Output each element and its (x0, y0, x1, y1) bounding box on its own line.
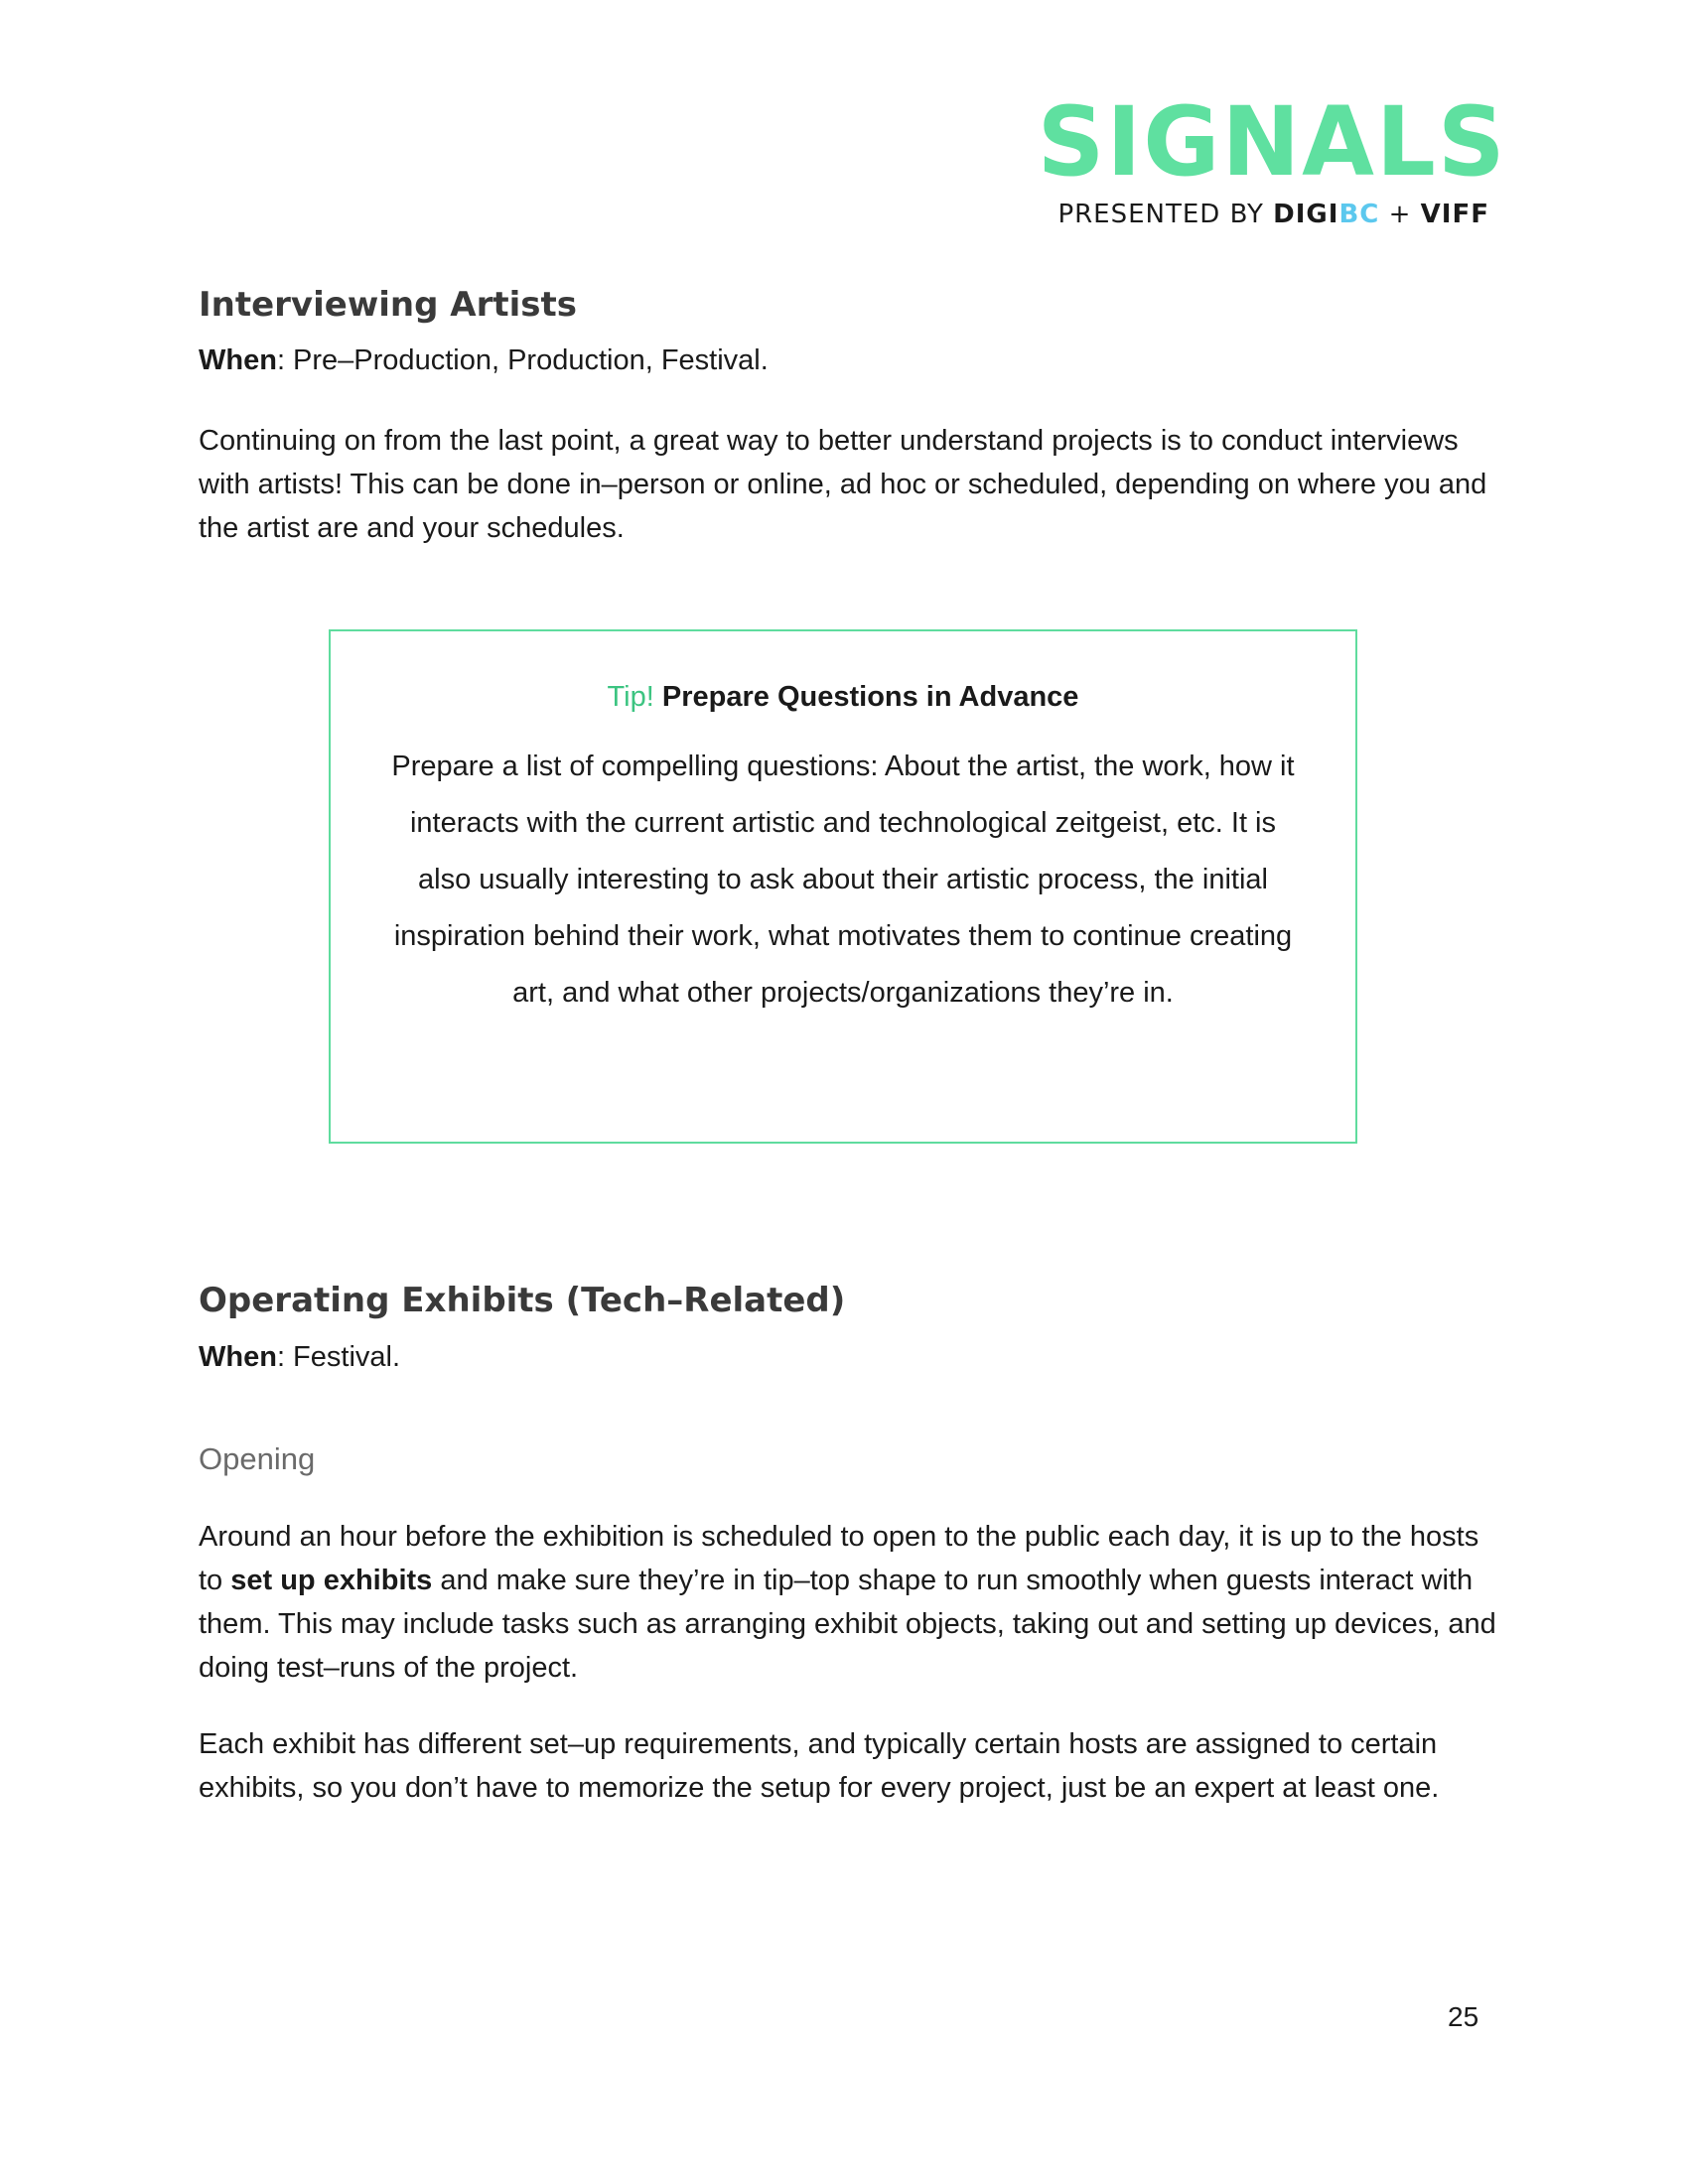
tip-body: Prepare a list of compelling questions: About the artist, the work, how it interacts with the current artistic and technological zeitgeist, etc. It is also usually interesting to ask about their artistic process, the initial inspiration behind their work, what motivates them to continue creating art, and what other projects/organizations they’re in. (391, 751, 1295, 1009)
p1-bold: set up exhibits (230, 1565, 433, 1596)
digibc-brand-a: DIGI (1273, 200, 1339, 229)
presented-by-text: PRESENTED BY (1057, 200, 1264, 229)
paragraph-interviewing: Continuing on from the last point, a great way to better understand projects is to conduct interviews with artists! This can be done in–person or online, ad hoc or scheduled, depending on where you and the artist are and your schedules. (199, 425, 1487, 544)
when-label: When (199, 1341, 277, 1373)
viff-brand: VIFF (1420, 200, 1489, 229)
signals-logo (1033, 86, 1507, 229)
p1-after: and make sure they’re in tip–top shape to run smoothly when guests interact with them. This may include tasks such as arranging exhibit objects, taking out and setting up devices, and doing test–runs of the project. (199, 1565, 1496, 1684)
when-value: : Pre–Production, Production, Festival. (276, 344, 769, 376)
digibc-brand-b: BC (1338, 200, 1380, 229)
when-line-interviewing (199, 344, 769, 377)
page-number: 25 (1448, 2001, 1479, 2032)
section-title-operating-exhibits: Operating Exhibits (Tech–Related) (199, 1281, 846, 1320)
tip-box (329, 629, 1357, 1144)
paragraph-opening-1 (199, 1515, 1499, 1690)
subheading-opening: Opening (199, 1441, 316, 1476)
section-title-interviewing: Interviewing Artists (199, 285, 577, 325)
logo-plus: + (1388, 200, 1412, 229)
paragraph-opening-2: Each exhibit has different set–up requirements, and typically certain hosts are assigned to certain exhibits, so you don’t have to memorize the setup for every project, just be an expert at least one. (199, 1728, 1440, 1804)
tip-label: Tip! (607, 681, 654, 713)
digibc-brand (1273, 200, 1379, 229)
p1-before: Around an hour before the exhibition is scheduled to open to the public each day, it is up to the hosts to (199, 1521, 1479, 1596)
when-line-operating (199, 1341, 400, 1374)
when-label: When (199, 344, 277, 376)
tip-title-line (331, 681, 1355, 714)
logo-presented-by (1033, 200, 1489, 229)
logo-title: SIGNALS (1037, 86, 1507, 198)
when-value: : Festival. (276, 1341, 401, 1373)
tip-title: Prepare Questions in Advance (661, 681, 1079, 713)
